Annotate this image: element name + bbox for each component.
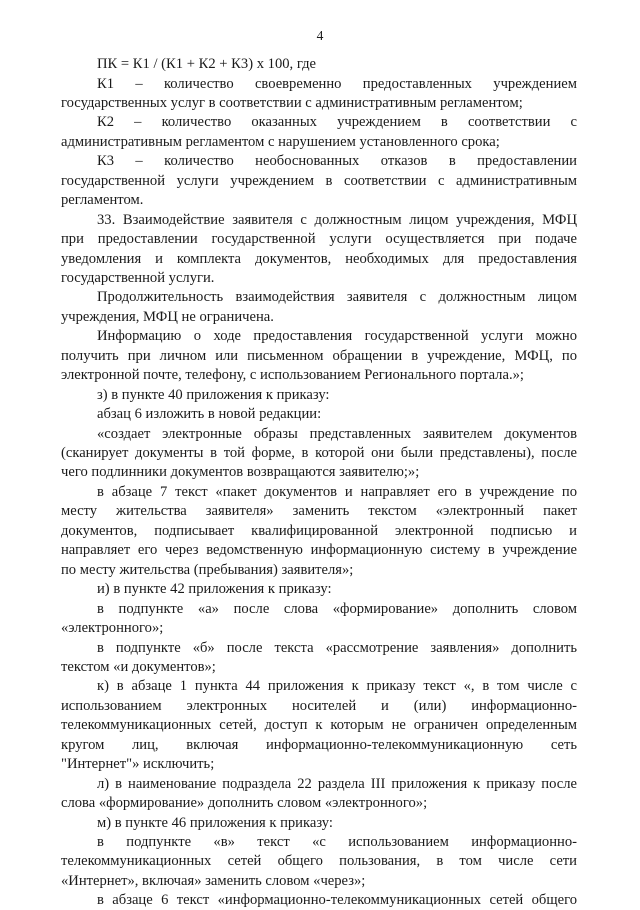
text-line: по месту жительства (пребывания) заявителя»; [61, 561, 354, 578]
text-line: направляет его через ведомственную информационную систему в учреждение [61, 542, 577, 559]
text-line: «Интернет», включая» заменить словом «через»; [61, 872, 366, 889]
text-line: использованием электронных носителей и (или) информационно- [61, 697, 577, 714]
text-line: слова «формирование» дополнить словом «электронного»; [61, 795, 428, 812]
text-line: в абзаце 7 текст «пакет документов и направляет его в учреждение по [97, 483, 577, 500]
text-line: к) в абзаце 1 пункта 44 приложения к приказу текст «, в том числе с [97, 678, 577, 695]
text-line: чего подлинники документов возвращаются заявителю;»; [61, 464, 420, 481]
text-line: документов, подписывает квалифицированной электронной подписью и [61, 522, 577, 539]
text-line: при предоставлении государственной услуги осуществляется при подаче [61, 231, 577, 247]
text-line: "Интернет"» исключить; [61, 756, 215, 773]
text-line: (сканирует документы в той форме, в которой они были представлены), после [61, 445, 577, 461]
text-line: государственных услуг в соответствии с административным регламентом; [61, 94, 523, 111]
text-line: 33. Взаимодействие заявителя с должностным лицом учреждения, МФЦ [97, 211, 577, 228]
text-line: кругом лиц, включая информационно-телекоммуникационную сеть [61, 736, 577, 753]
page-number: 4 [316, 28, 324, 43]
text-line: текстом «и документов»; [61, 658, 216, 675]
text-line: уведомления и комплекта документов, необходимых для предоставления [61, 250, 577, 267]
text-line: месту жительства заявителя» заменить текстом «электронный пакет [61, 503, 577, 520]
text-line: К1 – количество своевременно предоставленных учреждением [97, 75, 577, 92]
text-line: К2 – количество оказанных учреждением в соответствии с [97, 114, 577, 131]
text-line: абзац 6 изложить в новой редакции: [97, 406, 322, 423]
text-line: «электронного»; [61, 620, 164, 636]
text-line: ПК = К1 / (К1 + К2 + К3) х 100, где [97, 56, 316, 72]
text-line: и) в пункте 42 приложения к приказу: [97, 581, 332, 598]
text-line: в подпункте «а» после слова «формирование» дополнить словом [97, 600, 577, 617]
text-line: учреждения, МФЦ не ограничена. [61, 308, 274, 325]
text-line: з) в пункте 40 приложения к приказу: [97, 386, 330, 403]
text-line: «создает электронные образы представленных заявителем документов [97, 425, 577, 442]
text-line: государственной услуги. [61, 269, 215, 286]
text-line: государственной услуги учреждением в соответствии с административным [61, 172, 577, 189]
text-line: в подпункте «в» текст «с использованием информационно- [97, 834, 577, 850]
text-line: в подпункте «б» после текста «рассмотрение заявления» дополнить [97, 639, 577, 656]
text-line: административным регламентом с нарушением установленного срока; [61, 133, 500, 150]
text-line: телекоммуникационных сетей общего пользования, в том числе сети [61, 853, 577, 870]
text-line: л) в наименование подраздела 22 раздела III приложения к приказу после [97, 775, 577, 792]
text-line: электронной почте, телефону, с использованием Регионального портала.»; [61, 367, 524, 384]
text-line: получить при личном или письменном обращении в учреждение, МФЦ, по [61, 347, 577, 364]
text-line: телекоммуникационных сетей, доступ к которым не ограничен определенным [61, 717, 577, 734]
text-line: Продолжительность взаимодействия заявителя с должностным лицом [97, 289, 577, 306]
text-line: К3 – количество необоснованных отказов в предоставлении [97, 153, 577, 170]
text-line: м) в пункте 46 приложения к приказу: [97, 814, 333, 831]
text-line: в абзаце 6 текст «информационно-телекоммуникационных сетей общего [97, 892, 577, 909]
text-line: регламентом. [61, 192, 144, 209]
text-line: Информацию о ходе предоставления государственной услуги можно [97, 328, 577, 345]
